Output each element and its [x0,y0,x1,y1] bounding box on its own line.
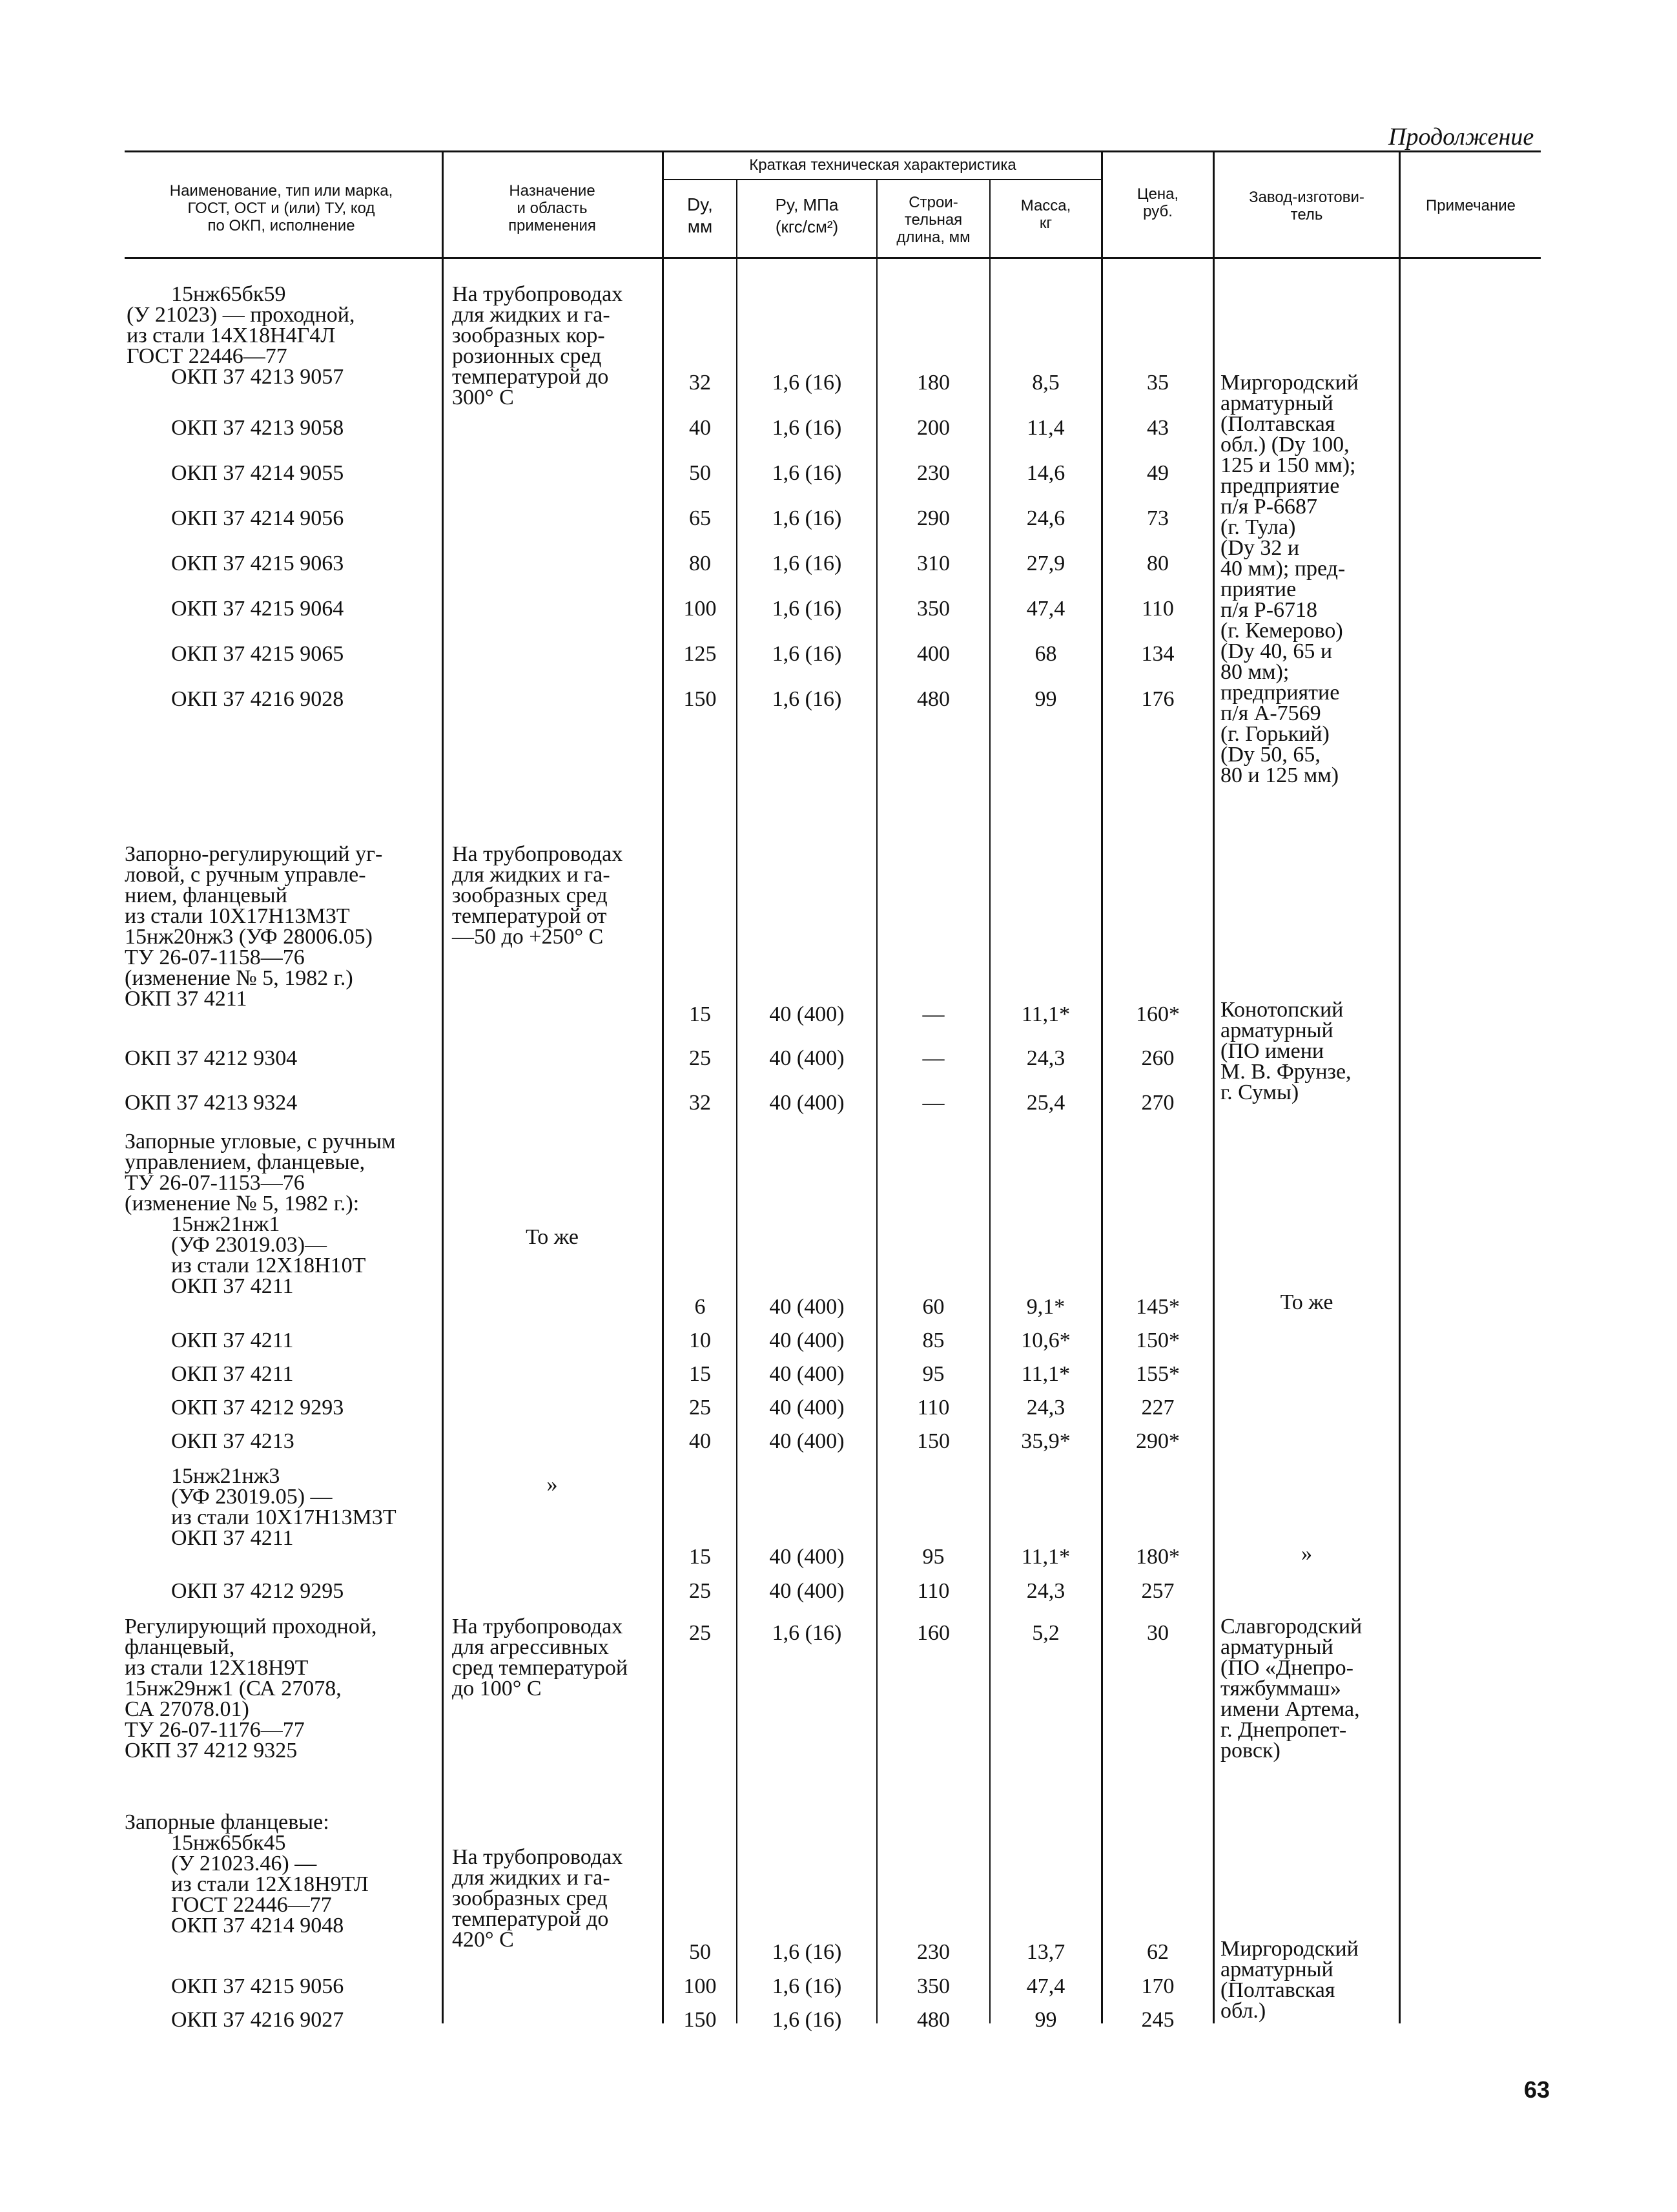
cell-py: 40 (400) [769,1396,845,1420]
cell-price: 35 [1147,371,1169,395]
item-name-line: ТУ 26-07-1176—77 [125,1718,305,1742]
maker-line: (Dу 50, 65, [1220,743,1321,767]
cell-mass: 27,9 [1026,552,1065,575]
maker-line: Конотопский [1220,998,1344,1022]
cell-len: 110 [917,1396,950,1420]
item-name-line: ОКП 37 4211 [125,987,247,1011]
cell-len: 200 [917,416,950,440]
cell-py: 1,6 (16) [772,597,842,621]
cell-py: 1,6 (16) [772,1974,842,1998]
item-name-line: ГОСТ 22446—77 [171,1893,332,1917]
cell-py: 1,6 (16) [772,687,842,711]
item-name-line: (УФ 23019.05) — [171,1485,333,1509]
cell-mass: 9,1* [1026,1295,1065,1319]
purpose-line: На трубопроводах [452,842,623,866]
cell-py: 1,6 (16) [772,461,842,485]
cell-py: 40 (400) [769,1579,845,1603]
maker-line: арматурный [1220,1635,1333,1659]
purpose-line: 420° С [452,1928,514,1952]
item-name-line: Запорные угловые, с ручным [125,1130,396,1153]
item-name-line: Запорно-регулирующий уг- [125,842,383,866]
maker-line: тяжбуммаш» [1220,1677,1341,1700]
cell-mass: 10,6* [1021,1328,1071,1352]
item-name-line: ГОСТ 22446—77 [127,344,287,368]
cell-py: 40 (400) [769,1002,845,1026]
maker-line: обл.) (Dу 100, [1220,433,1350,457]
item-name-line: ТУ 26-07-1153—76 [125,1171,305,1195]
cell-price: 43 [1147,416,1169,440]
purpose-line: То же [526,1225,579,1249]
cell-mass: 24,3 [1026,1396,1065,1420]
maker-line: Славгородский [1220,1615,1363,1638]
cell-dy: 25 [689,1621,711,1645]
purpose-line: до 100° С [452,1677,542,1700]
okp-code: ОКП 37 4215 9063 [171,552,344,575]
maker-line: Миргородский [1220,371,1359,395]
cell-dy: 40 [689,1429,711,1453]
maker-line: п/я Р-6718 [1220,598,1318,622]
cell-mass: 24,3 [1026,1579,1065,1603]
okp-code: ОКП 37 4214 9055 [171,461,344,485]
cell-price: 145* [1136,1295,1180,1319]
purpose-line: для агрессивных [452,1635,609,1659]
okp-code: ОКП 37 4213 9058 [171,416,344,440]
item-name-line: 15нж21нж3 [171,1464,280,1488]
cell-price: 80 [1147,552,1169,575]
cell-mass: 47,4 [1026,597,1065,621]
okp-code: ОКП 37 4216 9027 [171,2008,344,2032]
item-name-line: из стали 12Х18Н9Т [125,1656,309,1680]
header-maker: Завод-изготови- тель [1249,189,1364,223]
item-name-line: (изменение № 5, 1982 г.): [125,1192,360,1215]
okp-code: ОКП 37 4212 9304 [125,1046,298,1070]
cell-mass: 99 [1034,687,1057,711]
maker-line: Миргородский [1220,1937,1359,1961]
item-name-line: управлением, фланцевые, [125,1150,365,1174]
cell-mass: 47,4 [1026,1974,1065,1998]
okp-code: ОКП 37 4212 9293 [171,1396,344,1420]
note-cell: » [1301,1542,1312,1566]
item-name-line: 15нж65бк59 [171,282,286,306]
cell-len: — [922,1046,945,1070]
purpose-line: температурой от [452,904,607,928]
cell-len: 150 [917,1429,950,1453]
okp-code: ОКП 37 4215 9065 [171,642,344,666]
item-name-line: ОКП 37 4211 [171,1274,294,1298]
header-purpose: Назначение и область применения [508,182,596,234]
cell-price: 155* [1136,1362,1180,1386]
cell-py: 1,6 (16) [772,1621,842,1645]
purpose-line: температурой до [452,1907,609,1931]
tech-group-rule [664,179,1102,180]
item-name-line: 15нж65бк45 [171,1831,286,1855]
cell-price: 270 [1141,1091,1175,1115]
header-name: Наименование, тип или марка, ГОСТ, ОСТ и (или) ТУ, код по ОКП, исполнение [169,182,393,234]
cell-len: 350 [917,597,950,621]
cell-len: 350 [917,1974,950,1998]
maker-line: (Полтавская [1220,412,1335,436]
maker-line: (Полтавская [1220,1978,1335,2002]
cell-price: 160* [1136,1002,1180,1026]
cell-len: 400 [917,642,950,666]
purpose-line: зообразных кор- [452,324,605,347]
purpose-line: для жидких и га- [452,1866,610,1890]
cell-mass: 13,7 [1026,1940,1065,1964]
cell-mass: 24,6 [1026,506,1065,530]
cell-len: 60 [922,1295,945,1319]
cell-py: 40 (400) [769,1295,845,1319]
cell-dy: 100 [683,1974,717,1998]
cell-len: 85 [922,1328,945,1352]
col-rule-1 [442,150,444,2023]
cell-len: 230 [917,461,950,485]
purpose-line: зообразных сред [452,1886,608,1910]
maker-line: приятие [1220,577,1297,601]
cell-price: 245 [1141,2008,1175,2032]
header-len: Строи- тельная длина, мм [896,194,971,246]
col-rule-7 [1213,150,1215,2023]
purpose-line: для жидких и га- [452,303,610,327]
cell-price: 170 [1141,1974,1175,1998]
maker-line: 80 мм); [1220,660,1290,684]
purpose-line: —50 до +250° С [452,925,604,949]
cell-price: 260 [1141,1046,1175,1070]
cell-dy: 10 [689,1328,711,1352]
cell-py: 40 (400) [769,1328,845,1352]
item-name-line: ОКП 37 4212 9325 [125,1739,298,1762]
okp-code: ОКП 37 4214 9056 [171,506,344,530]
maker-line: (ПО имени [1220,1039,1324,1063]
maker-line: (Dу 32 и [1220,536,1300,560]
item-name-line: из стали 12Х18Н10Т [171,1254,366,1277]
maker-line: предприятие [1220,474,1340,498]
cell-dy: 15 [689,1545,711,1569]
cell-len: 480 [917,687,950,711]
cell-len: 160 [917,1621,950,1645]
note-cell: То же [1280,1290,1333,1314]
cell-len: 180 [917,371,950,395]
cell-py: 1,6 (16) [772,371,842,395]
cell-len: — [922,1002,945,1026]
okp-code: ОКП 37 4215 9056 [171,1974,344,1998]
cell-mass: 14,6 [1026,461,1065,485]
cell-mass: 24,3 [1026,1046,1065,1070]
page-number: 63 [1524,2076,1550,2103]
okp-code: ОКП 37 4211 [171,1328,294,1352]
item-name-line: из стали 10Х17Н13М3Т [125,904,350,928]
cell-dy: 50 [689,1940,711,1964]
item-name-line: 15нж20нж3 (УФ 28006.05) [125,925,373,949]
cell-py: 1,6 (16) [772,1940,842,1964]
item-name-line: фланцевый, [125,1635,235,1659]
purpose-line: зообразных сред [452,884,608,907]
maker-line: (г. Горький) [1220,722,1330,746]
cell-len: 95 [922,1362,945,1386]
purpose-line: На трубопроводах [452,1845,623,1869]
okp-code: ОКП 37 4213 9324 [125,1091,298,1115]
okp-code: ОКП 37 4215 9064 [171,597,344,621]
cell-dy: 25 [689,1046,711,1070]
maker-line: 80 и 125 мм) [1220,763,1339,787]
maker-line: обл.) [1220,1999,1266,2023]
item-name-line: ловой, с ручным управле- [125,863,366,887]
maker-line: г. Сумы) [1220,1080,1299,1104]
maker-line: имени Артема, [1220,1697,1360,1721]
item-name-line: из стали 14Х18Н4Г4Л [127,324,336,347]
item-name-line: нием, фланцевый [125,884,287,907]
cell-dy: 25 [689,1579,711,1603]
cell-price: 49 [1147,461,1169,485]
okp-code: ОКП 37 4216 9028 [171,687,344,711]
maker-line: (г. Тула) [1220,515,1296,539]
cell-py: 40 (400) [769,1362,845,1386]
okp-code: ОКП 37 4212 9295 [171,1579,344,1603]
cell-mass: 68 [1034,642,1057,666]
cell-dy: 50 [689,461,711,485]
item-name-line: СА 27078.01) [125,1697,249,1721]
cell-dy: 80 [689,552,711,575]
maker-line: (ПО «Днепро- [1220,1656,1353,1680]
maker-line: арматурный [1220,391,1333,415]
cell-len: 480 [917,2008,950,2032]
maker-line: п/я А-7569 [1220,701,1321,725]
cell-dy: 6 [694,1295,706,1319]
maker-line: п/я Р-6687 [1220,495,1318,519]
item-name-line: (У 21023) — проходной, [127,303,355,327]
maker-line: (Dу 40, 65 и [1220,639,1333,663]
item-name-line: Регулирующий проходной, [125,1615,377,1638]
purpose-line: На трубопроводах [452,282,623,306]
item-name-line: (УФ 23019.03)— [171,1233,327,1257]
purpose-line: для жидких и га- [452,863,610,887]
maker-line: арматурный [1220,1958,1333,1981]
item-name-line: из стали 10Х17Н13М3Т [171,1505,396,1529]
cell-len: 95 [922,1545,945,1569]
item-name-line: из стали 12Х18Н9ТЛ [171,1872,369,1896]
item-name-line: (изменение № 5, 1982 г.) [125,966,353,990]
item-name-line: (У 21023.46) — [171,1852,317,1876]
cell-dy: 100 [683,597,717,621]
cell-dy: 15 [689,1362,711,1386]
cell-dy: 65 [689,506,711,530]
col-rule-8 [1399,150,1401,2023]
item-name-line: ОКП 37 4211 [171,1526,294,1550]
cell-py: 40 (400) [769,1091,845,1115]
cell-py: 1,6 (16) [772,552,842,575]
cell-price: 150* [1136,1328,1180,1352]
purpose-line: На трубопроводах [452,1615,623,1638]
header-dy: Dy, мм [687,194,713,236]
maker-line: (г. Кемерово) [1220,619,1343,643]
cell-price: 62 [1147,1940,1169,1964]
header-price: Цена, руб. [1137,185,1179,220]
maker-line: ровск) [1220,1739,1281,1762]
okp-code: ОКП 37 4211 [171,1362,294,1386]
cell-dy: 25 [689,1396,711,1420]
table-header-rule [125,257,1541,259]
cell-dy: 125 [683,642,717,666]
running-head: Продолжение [1388,123,1534,150]
okp-code: ОКП 37 4213 [171,1429,294,1453]
cell-mass: 25,4 [1026,1091,1065,1115]
cell-dy: 32 [689,371,711,395]
item-name-line: 15нж29нж1 (СА 27078, [125,1677,342,1700]
cell-len: 230 [917,1940,950,1964]
cell-price: 30 [1147,1621,1169,1645]
cell-py: 1,6 (16) [772,506,842,530]
header-py: Py, МПа (кгс/см²) [775,195,839,236]
cell-price: 73 [1147,506,1169,530]
purpose-line: розионных сред [452,344,602,368]
cell-mass: 11,1* [1021,1002,1071,1026]
cell-mass: 8,5 [1032,371,1060,395]
maker-line: 125 и 150 мм); [1220,453,1356,477]
header-mass: Масса, кг [1020,197,1071,232]
cell-dy: 150 [683,2008,717,2032]
cell-mass: 99 [1034,2008,1057,2032]
cell-py: 1,6 (16) [772,416,842,440]
cell-price: 227 [1141,1396,1175,1420]
cell-price: 176 [1141,687,1175,711]
cell-mass: 11,1* [1021,1362,1071,1386]
cell-price: 180* [1136,1545,1180,1569]
cell-len: — [922,1091,945,1115]
item-name-line: Запорные фланцевые: [125,1810,329,1834]
item-name-line: 15нж21нж1 [171,1212,280,1236]
table-top-rule [125,150,1541,152]
item-name-line: ТУ 26-07-1158—76 [125,946,305,969]
cell-dy: 40 [689,416,711,440]
maker-line: предприятие [1220,681,1340,705]
maker-line: 40 мм); пред- [1220,557,1346,581]
header-tech: Краткая техническая характеристика [749,156,1016,174]
purpose-line: сред температурой [452,1656,628,1680]
cell-price: 290* [1136,1429,1180,1453]
item-name-line: ОКП 37 4213 9057 [171,365,344,389]
maker-line: арматурный [1220,1018,1333,1042]
cell-price: 257 [1141,1579,1175,1603]
cell-dy: 150 [683,687,717,711]
maker-line: г. Днепропет- [1220,1718,1347,1742]
purpose-line: » [546,1473,558,1496]
purpose-line: 300° С [452,386,514,409]
cell-len: 290 [917,506,950,530]
cell-mass: 35,9* [1021,1429,1071,1453]
cell-mass: 11,1* [1021,1545,1071,1569]
purpose-line: температурой до [452,365,609,389]
cell-py: 40 (400) [769,1545,845,1569]
cell-py: 1,6 (16) [772,642,842,666]
cell-len: 110 [917,1579,950,1603]
cell-mass: 5,2 [1032,1621,1060,1645]
cell-price: 110 [1142,597,1174,621]
maker-line: М. В. Фрунзе, [1220,1060,1352,1084]
cell-py: 40 (400) [769,1046,845,1070]
cell-dy: 32 [689,1091,711,1115]
cell-len: 310 [917,552,950,575]
cell-dy: 15 [689,1002,711,1026]
cell-mass: 11,4 [1027,416,1065,440]
header-note: Примечание [1426,197,1516,214]
cell-price: 134 [1141,642,1175,666]
cell-py: 40 (400) [769,1429,845,1453]
item-name-line: ОКП 37 4214 9048 [171,1914,344,1938]
cell-py: 1,6 (16) [772,2008,842,2032]
